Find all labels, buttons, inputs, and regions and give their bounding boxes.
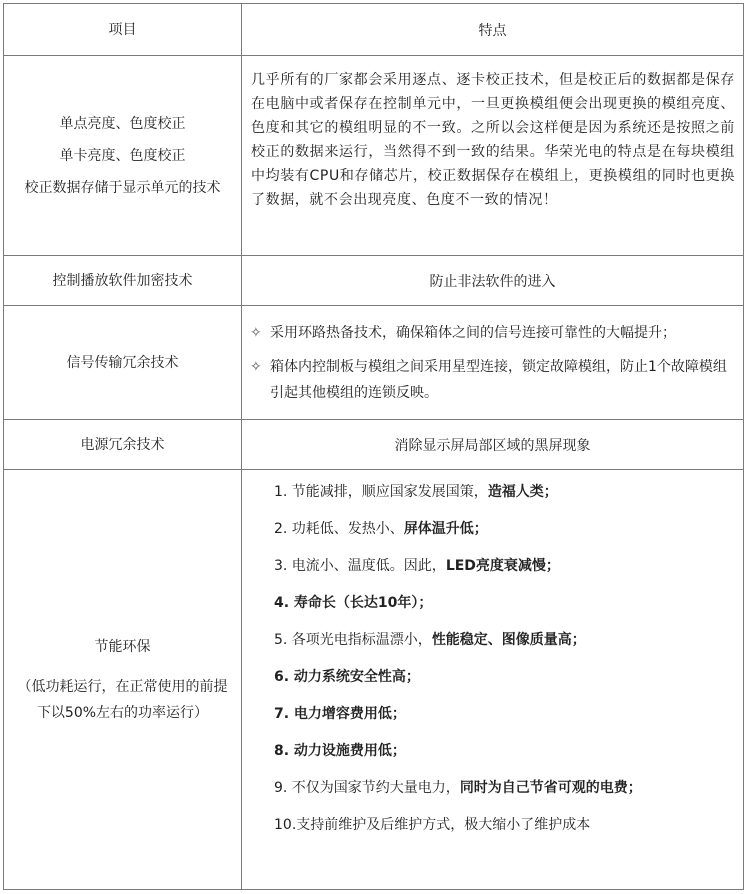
list-item [274, 667, 733, 704]
table-header-row [4, 4, 743, 56]
list-item-text: 5. 各项光电指标温漂小， [274, 632, 432, 648]
list-item-emphasis: 6. 动力系统安全性高； [274, 669, 420, 685]
table-row-calibration [4, 56, 743, 256]
list-item-emphasis: 屏体温升低； [403, 521, 488, 537]
table-row-encryption [4, 256, 743, 306]
list-item [250, 320, 733, 346]
energy-label: 节能环保 [94, 638, 151, 655]
list-item-emphasis: 同时为自己节省可观的电费； [459, 780, 642, 796]
calibration-items-cell [4, 56, 242, 255]
list-item-text: 2. 功耗低、发热小、 [274, 521, 404, 537]
list-item-emphasis: 4. 寿命长（长达10年）； [274, 595, 433, 611]
list-item-emphasis: 8. 动力设施费用低； [274, 743, 406, 759]
header-feature: 特点 [478, 22, 507, 39]
list-item-text: 3. 电流小、温度低。因此， [274, 558, 446, 574]
list-item-text: 9. 不仅为国家节约大量电力， [274, 780, 460, 796]
bullet-text: 采用环路热备技术，确保箱体之间的信号连接可靠性的大幅提升； [270, 325, 676, 341]
list-item-emphasis: 造福人类； [487, 484, 558, 500]
diamond-bullet-icon: ✧ [250, 359, 262, 375]
redundancy-bullets [242, 306, 743, 419]
encryption-feature: 防止非法软件的进入 [429, 273, 556, 290]
list-item [274, 519, 733, 556]
encryption-label: 控制播放软件加密技术 [4, 256, 242, 305]
table-row-energy-saving [4, 470, 743, 889]
redundancy-label: 信号传输冗余技术 [4, 306, 242, 419]
diamond-bullet-icon: ✧ [250, 325, 262, 341]
calibration-description: 几乎所有的厂家都会采用逐点、逐卡校正技术，但是校正后的数据都是保存在电脑中或者保存在控制单元中，一旦更换模组便会出现更换的模组亮度、色度和其它的模组明显的不一致。之所以会这样便是因为系统还是按照之前校正的数据来运行，当然得不到一致的结果。华荣光电的特点是在每块模组中均装有CPU和存储芯片，校正数据保存在模组上，更换模组的同时也更换了数据，就不会出现亮度、色度不一致的情况！ [251, 72, 735, 208]
list-item [274, 815, 733, 852]
list-item-text: 1. 节能减排，顺应国家发展国策， [274, 484, 488, 500]
energy-note: （低功耗运行，在正常使用的前提下以50%左右的功率运行） [17, 678, 228, 721]
list-item [274, 630, 733, 667]
list-item-emphasis: LED亮度衰减慢； [445, 558, 560, 574]
list-item [274, 704, 733, 741]
list-item-emphasis: 7. 电力增容费用低； [274, 706, 406, 722]
calibration-item-1: 单点亮度、色度校正 [59, 115, 186, 132]
table-row-power-redundancy [4, 420, 743, 470]
power-label: 电源冗余技术 [4, 420, 242, 469]
calibration-item-3: 校正数据存储于显示单元的技术 [24, 179, 221, 196]
bullet-text: 箱体内控制板与模组之间采用星型连接，锁定故障模组，防止1个故障模组引起其他模组的连锁反映。 [270, 359, 727, 401]
list-item [274, 556, 733, 593]
header-item: 项目 [4, 4, 242, 55]
list-item [274, 778, 733, 815]
list-item [274, 593, 733, 630]
list-item [274, 741, 733, 778]
energy-label-cell [4, 470, 242, 889]
list-item [250, 354, 733, 406]
calibration-item-2: 单卡亮度、色度校正 [59, 147, 186, 164]
power-feature: 消除显示屏局部区域的黑屏现象 [394, 437, 591, 454]
list-item-text: 10.支持前维护及后维护方式，极大缩小了维护成本 [274, 817, 591, 833]
features-table [3, 3, 744, 890]
list-item-emphasis: 性能稳定、图像质量高； [431, 632, 586, 648]
energy-benefits-list [242, 470, 743, 889]
table-row-signal-redundancy [4, 306, 743, 420]
list-item [274, 482, 733, 519]
